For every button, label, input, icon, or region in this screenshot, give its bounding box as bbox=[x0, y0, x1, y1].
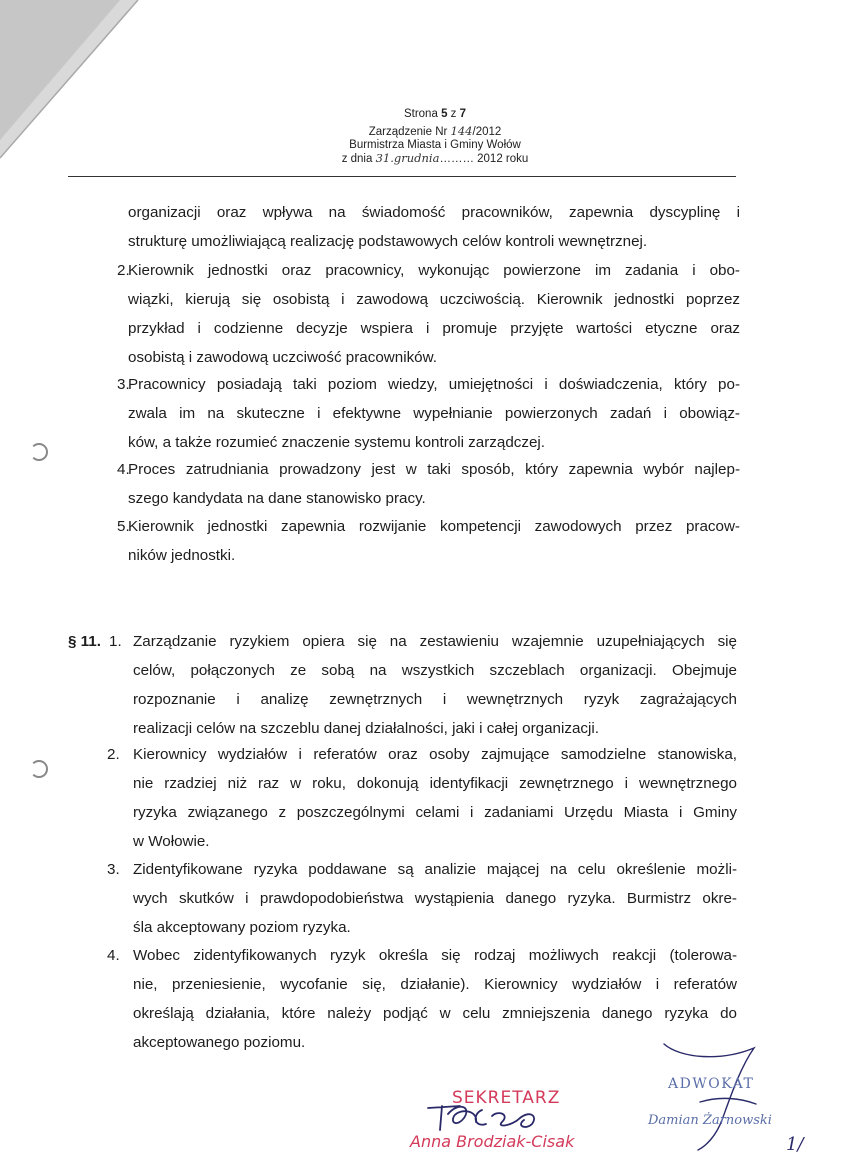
text-line: osobistą i zawodową uczciwość pracowników. bbox=[128, 349, 437, 366]
secretary-stamp-name: Anna Brodziak-Cisak bbox=[410, 1132, 575, 1151]
text-line: Kierownicy wydziałów i referatów oraz osoby zajmujące samodzielne stanowiska, bbox=[133, 746, 737, 763]
text-line: Zidentyfikowane ryzyka poddawane są analizie mającej na celu określenie możli- bbox=[133, 861, 737, 878]
text-line: ników jednostki. bbox=[128, 547, 236, 564]
text-line: zwala im na skuteczne i efektywne wypełnianie powierzonych zadań i obowiąz- bbox=[128, 405, 740, 422]
text-line: Wobec zidentyfikowanych ryzyk określa się rodzaj możliwych reakcji (tolerowa- bbox=[133, 947, 737, 964]
section-item-number: 1. bbox=[109, 633, 122, 650]
text-line: śla akceptowany poziom ryzyka. bbox=[133, 919, 351, 936]
page-current: 5 bbox=[441, 108, 448, 120]
section-item-number: 4. bbox=[107, 947, 120, 964]
lawyer-stamp-name: Damian Żarnowski bbox=[648, 1113, 772, 1128]
section-item-number: 3. bbox=[107, 861, 120, 878]
lawyer-stamp-title: ADWOKAT bbox=[668, 1076, 755, 1092]
order-date: z dnia 31.grudnia……… 2012 roku bbox=[341, 151, 529, 165]
text-line: celów, połączonych ze sobą na wszystkich szczeblach organizacji. Obejmuje bbox=[133, 662, 737, 679]
text-line: ków, a także rozumieć znaczenie systemu kontroli zarządczej. bbox=[128, 434, 545, 451]
text-line: w Wołowie. bbox=[133, 833, 210, 850]
order-number: Zarządzenie Nr 144/2012 bbox=[368, 124, 502, 138]
punch-hole-mark bbox=[30, 443, 48, 461]
text-line: szego kandydata na dane stanowisko pracy. bbox=[128, 490, 426, 507]
date-handwritten: 31.grudnia bbox=[375, 151, 440, 165]
page-indicator: Strona 5 z 7 bbox=[403, 108, 467, 120]
text-line: nie, przeniesienie, wycofanie się, działanie). Kierownicy wydziałów i referatów bbox=[133, 976, 737, 993]
page-header bbox=[200, 108, 670, 166]
page-initial-mark: 1/ bbox=[786, 1134, 804, 1155]
text-line: wiązki, kierują się osobistą i zawodową uczciwością. Kierownik jednostki poprzez bbox=[128, 291, 740, 308]
header-rule bbox=[68, 176, 736, 177]
text-line: nie rzadziej niż raz w roku, dokonują identyfikacji zewnętrznego i wewnętrznego bbox=[133, 775, 737, 792]
text-line: przykład i codzienne decyzje wspiera i promuje przyjęte wartości etyczne oraz bbox=[128, 320, 740, 337]
lawyer-signature bbox=[660, 1038, 770, 1158]
text-line: Kierownik jednostki oraz pracownicy, wykonując powierzone im zadania i obo- bbox=[128, 262, 740, 279]
paragraph-number: 4. bbox=[117, 461, 130, 478]
text-line: Pracownicy posiadają taki poziom wiedzy, umiejętności i doświadczenia, który po- bbox=[128, 376, 740, 393]
issuer: Burmistrza Miasta i Gminy Wołów bbox=[349, 139, 521, 151]
order-number-handwritten: 144 bbox=[450, 124, 473, 138]
text-line: organizacji oraz wpływa na świadomość pracowników, zapewnia dyscyplinę i bbox=[128, 204, 740, 221]
folded-corner bbox=[0, 0, 150, 170]
text-line: strukturę umożliwiającą realizację podstawowych celów kontroli wewnętrznej. bbox=[128, 233, 648, 250]
secretary-stamp-title: SEKRETARZ bbox=[452, 1088, 561, 1108]
paragraph-number: 5. bbox=[117, 518, 130, 535]
paragraph-number: 3. bbox=[117, 376, 130, 393]
text-line: akceptowanego poziomu. bbox=[133, 1034, 306, 1051]
paragraph-number: 2. bbox=[117, 262, 130, 279]
text-line: określają działania, które należy podjąć w celu zmniejszenia danego ryzyka do bbox=[133, 1005, 737, 1022]
page-total: 7 bbox=[459, 108, 467, 120]
text-line: Proces zatrudniania prowadzony jest w taki sposób, który zapewnia wybór najlep- bbox=[128, 461, 740, 478]
text-line: wych skutków i prawdopodobieństwa wystąpienia danego ryzyka. Burmistrz okre- bbox=[133, 890, 737, 907]
text-line: Zarządzanie ryzykiem opiera się na zestawieniu wzajemnie uzupełniających się bbox=[133, 633, 737, 650]
text-line: rozpoznanie i analizę zewnętrznych i wewnętrznych ryzyk zagrażających bbox=[133, 691, 737, 708]
text-line: Kierownik jednostki zapewnia rozwijanie kompetencji zawodowych przez pracow- bbox=[128, 518, 740, 535]
secretary-signature bbox=[420, 1096, 560, 1136]
punch-hole-mark bbox=[30, 760, 48, 778]
text-line: realizacji celów na szczeblu danej działalności, jaki i całej organizacji. bbox=[133, 720, 599, 737]
text-line: ryzyka związanego z poszczególnymi celami i zadaniami Urzędu Miasta i Gminy bbox=[133, 804, 737, 821]
section-label: § 11. bbox=[68, 633, 101, 650]
section-item-number: 2. bbox=[107, 746, 120, 763]
